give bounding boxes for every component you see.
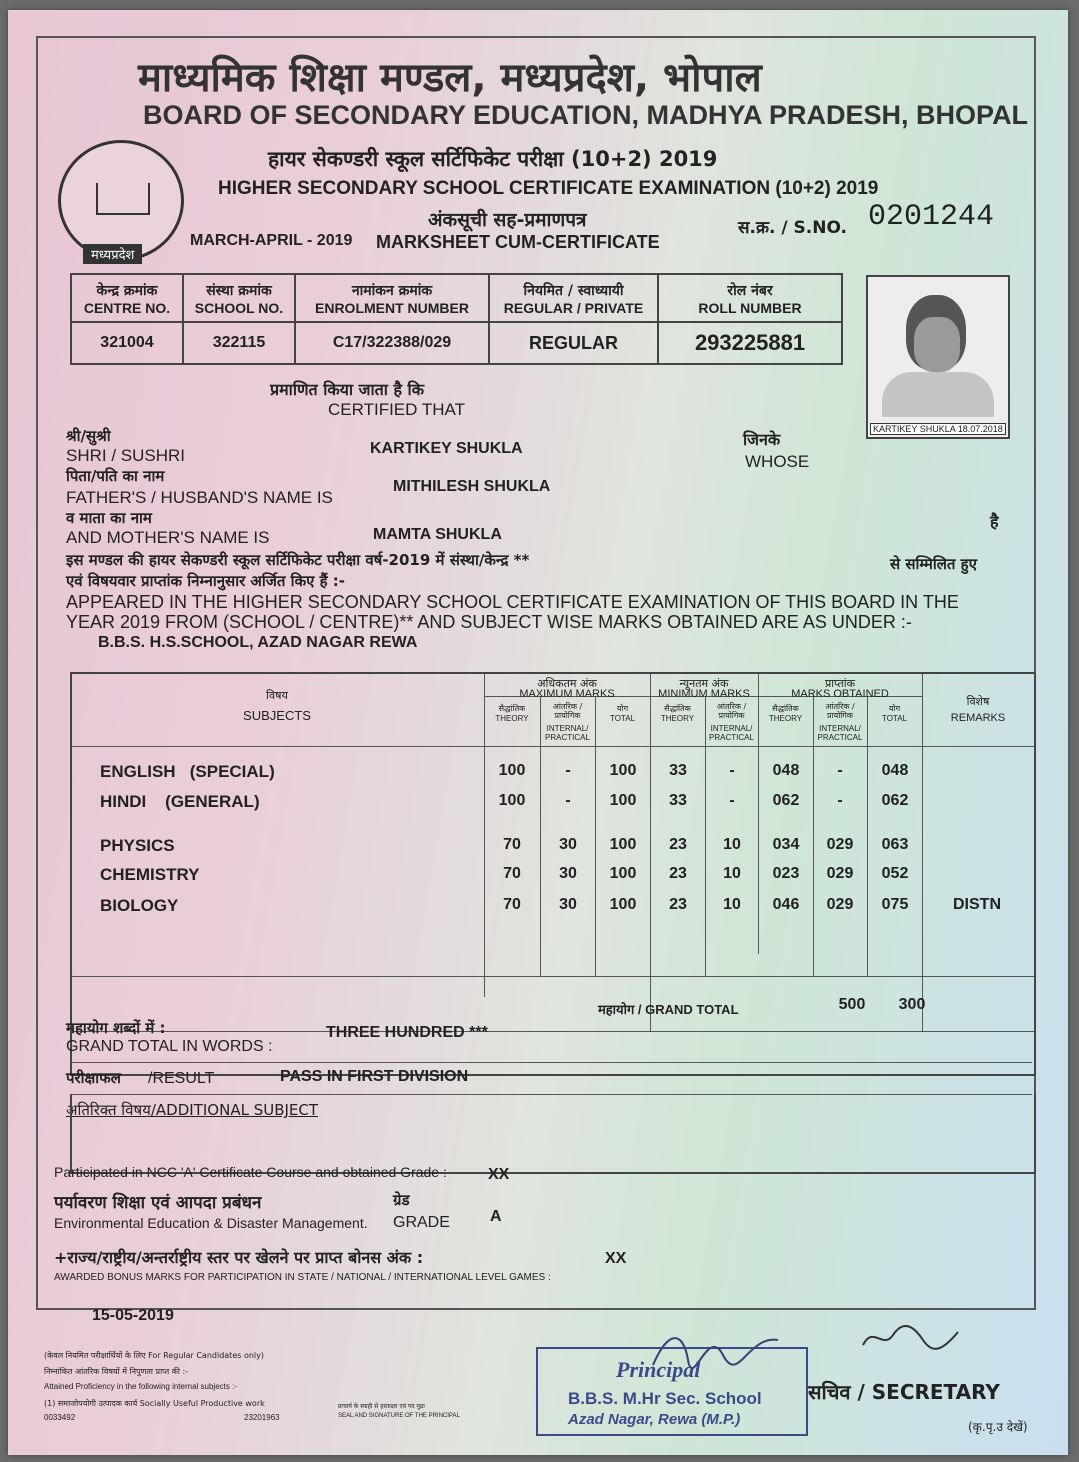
candidate-type: REGULAR [489,322,658,364]
enrolment-number: C17/322388/029 [295,322,489,364]
whose-en: WHOSE [745,452,810,471]
mark-min-th: 33 [669,762,687,779]
photo-caption: KARTIKEY SHUKLA 18.07.2018 [870,423,1006,435]
additional-subject-box [70,1094,1036,1174]
mark-min-in: - [729,762,735,779]
obt-header: MARKS OBTAINED [791,688,889,700]
appeared-en-2: YEAR 2019 FROM (SCHOOL / CENTRE)** AND SUBJECT WISE MARKS OBTAINED ARE AS UNDER :- [66,612,912,632]
obt-header-hi: प्राप्तांक [824,677,856,690]
mark-max-in: - [565,792,571,809]
sub-obt-theory: THEORY [768,714,803,723]
sub-min-theory-hi: सैद्धांतिक [664,704,691,713]
school-label-hi: संस्था क्रमांक [206,282,272,299]
grand-total-obtained: 300 [898,996,926,1013]
appeared-en-1: APPEARED IN THE HIGHER SECONDARY SCHOOL CERTIFICATE EXAMINATION OF THIS BOARD IN THE [66,592,959,612]
result-label-hi: परीक्षाफल [66,1069,121,1087]
additional-subject-label: अतिरिक्त विषय/ADDITIONAL SUBJECT [66,1101,319,1119]
marksheet [8,10,1068,1455]
sno-label: स.क्र. / S.NO. [738,218,847,238]
enrolment-label-hi: नामांकन क्रमांक [351,282,433,299]
mark-max-tot: 100 [609,865,637,882]
mark-min-th: 33 [669,792,687,809]
principal-sig-label: SEAL AND SIGNATURE OF THE PRINCIPAL [338,1413,460,1419]
min-header: MINIMUM MARKS [658,688,750,700]
roll-label: ROLL NUMBER [698,299,802,316]
bonus-value: XX [605,1250,627,1267]
appeared-hi-1: इस मण्डल की हायर सेकण्डरी स्कूल सर्टिफिकेट परीक्षा वर्ष-2019 में संस्था/केन्द्र ** [66,551,530,569]
mother-name: MAMTA SHUKLA [373,526,502,543]
mark-max-in: 30 [559,836,577,853]
subject-name: HINDI (GENERAL) [100,792,260,811]
serial-number: 0201244 [868,200,995,234]
sub-obt-internal-hi: आंतरिक / प्रायोगिक [825,702,855,720]
env-label-hi: पर्यावरण शिक्षा एवं आपदा प्रबंधन [54,1193,262,1213]
mark-max-th: 100 [498,762,526,779]
grade-label: GRADE [393,1214,450,1231]
mark-ob-tot: 052 [881,865,909,882]
sub-total-hi: योग [616,704,629,713]
session: MARCH-APRIL - 2019 [190,232,353,249]
sub-min-internal-hi: आंतरिक / प्रायोगिक [716,702,747,720]
doc-title-hindi: अंकसूची सह-प्रमाणपत्र [428,209,587,231]
board-title-hindi: माध्यमिक शिक्षा मण्डल, मध्यप्रदेश, भोपाल [138,55,762,101]
subjects-header-hi: विषय [266,689,288,702]
sub-obt-total-hi: योग [888,704,901,713]
mark-max-tot: 100 [609,792,637,809]
marks-table [70,672,1036,1076]
result-value: PASS IN FIRST DIVISION [280,1068,469,1085]
stamp-address: Azad Nagar, Rewa (M.P.) [568,1411,741,1428]
mark-min-in: - [729,792,735,809]
mark-ob-tot: 063 [881,836,909,853]
mark-min-th: 23 [669,896,687,913]
ncc-grade: XX [488,1166,510,1183]
mark-min-in: 10 [723,896,741,913]
footer-note-4: (1) समाजोपयोगी उत्पादक कार्य Socially Useful Productive work [44,1399,265,1408]
sub-min-theory: THEORY [660,714,695,723]
subject-name: CHEMISTRY [100,865,200,884]
mark-min-in: 10 [723,865,741,882]
type-label-hi: नियमित / स्वाध्यायी [523,282,624,299]
father-en: FATHER'S / HUSBAND'S NAME IS [66,488,333,507]
mark-ob-tot: 075 [881,896,909,913]
father-hi: पिता/पति का नाम [66,467,165,485]
mark-max-in: 30 [559,865,577,882]
env-label: Environmental Education & Disaster Management. [54,1215,368,1231]
mark-max-tot: 100 [609,836,637,853]
mark-min-in: 10 [723,836,741,853]
mark-ob-th: 034 [772,836,800,853]
id-table [70,273,843,365]
enrolment-label: ENROLMENT NUMBER [315,299,469,316]
sub-obt-internal: INTERNAL/ PRACTICAL [817,724,863,742]
mark-max-tot: 100 [609,762,637,779]
env-grade: A [490,1208,502,1225]
mark-ob-th: 062 [772,792,800,809]
candidate-photo [866,275,1010,439]
bonus-label: AWARDED BONUS MARKS FOR PARTICIPATION IN STATE / NATIONAL / INTERNATIONAL LEVEL GAMES : [54,1272,551,1283]
remarks-header-hi: विशेष [966,695,990,708]
mark-ob-th: 046 [772,896,800,913]
sub-internal-hi: आंतरिक / प्रायोगिक [552,702,583,720]
mark-max-th: 70 [503,865,521,882]
doc-title-english: MARKSHEET CUM-CERTIFICATE [376,232,660,252]
ncc-label: Participated in NCC 'A' Certificate Course and obtained Grade : [54,1164,447,1180]
appeared-hi-2: एवं विषयवार प्राप्तांक निम्नानुसार अर्जित किए हैं :- [66,572,346,590]
certified-hi: प्रमाणित किया जाता है कि [270,380,424,399]
mark-min-th: 23 [669,865,687,882]
mark-ob-in: 029 [826,896,854,913]
sub-min-internal: INTERNAL/ PRACTICAL [709,724,754,742]
max-header: MAXIMUM MARKS [519,688,615,700]
bonus-label-hi: +राज्य/राष्ट्रीय/अन्तर्राष्ट्रीय स्तर पर खेलने पर प्राप्त बोनस अंक : [54,1248,424,1267]
footer-note-1: (केवल नियमित परीक्षार्थियों के लिए For Regular Candidates only) [44,1351,264,1360]
max-header-hi: अधिकतम अंक [537,677,597,690]
school-number: 322115 [183,322,295,364]
grade-label-hi: ग्रेड [393,1191,410,1209]
mark-ob-in: 029 [826,865,854,882]
mark-max-in: 30 [559,896,577,913]
mark-ob-th: 023 [772,865,800,882]
exam-title-english: HIGHER SECONDARY SCHOOL CERTIFICATE EXAMINATION (10+2) 2019 [218,178,879,199]
stamp-principal: Principal [616,1357,701,1382]
sub-theory-hi: सैद्धांतिक [498,704,526,713]
board-title-english: BOARD OF SECONDARY EDUCATION, MADHYA PRADESH, BHOPAL [143,100,1029,130]
mark-max-th: 70 [503,836,521,853]
subject-remark: DISTN [953,896,1001,913]
subject-name: PHYSICS [100,836,175,855]
sub-obt-theory-hi: सैद्धांतिक [772,704,799,713]
mark-ob-tot: 048 [881,762,909,779]
sub-obt-total: TOTAL [881,714,908,723]
seal-label: मध्यप्रदेश [83,244,142,264]
roll-number: 293225881 [658,322,842,364]
sub-theory: THEORY [495,714,529,723]
shri-en: SHRI / SUSHRI [66,446,186,465]
mark-max-tot: 100 [609,896,637,913]
grand-total-words: THREE HUNDRED *** [326,1024,488,1041]
mark-max-th: 100 [498,792,526,809]
school-label: SCHOOL NO. [194,299,284,316]
principal-sig-label-hi: प्राचार्य के स्याही से हस्ताक्षर एवं पद मुद्रा [338,1403,425,1410]
sub-total: TOTAL [609,714,636,723]
stamp-school: B.B.S. M.Hr Sec. School [568,1389,762,1408]
father-name: MITHILESH SHUKLA [393,478,551,495]
hai-text: है [990,512,999,531]
mark-ob-in: - [837,762,843,779]
grand-total-max: 500 [838,996,866,1013]
secretary-label: सचिव / SECRETARY [808,1380,1000,1404]
words-label: GRAND TOTAL IN WORDS : [66,1038,273,1055]
centre-label-hi: केन्द्र क्रमांक [96,282,158,299]
subjects-header: SUBJECTS [243,708,311,723]
mother-hi: व माता का नाम [66,509,152,527]
grand-total-label: महायोग / GRAND TOTAL [598,1002,739,1017]
min-header-hi: न्यूनतम अंक [679,677,729,690]
mark-ob-in: - [837,792,843,809]
exam-title-hindi: हायर सेकण्डरी स्कूल सर्टिफिकेट परीक्षा (10+2) 2019 [268,147,718,171]
mark-ob-tot: 062 [881,792,909,809]
principal-signature [648,1320,788,1380]
appeared-hi-1b: से सम्मिलित हुए [890,555,977,573]
certified-en: CERTIFIED THAT [328,400,465,419]
footer-code-1: 0033492 [44,1413,76,1422]
mark-max-th: 70 [503,896,521,913]
secretary-signature [858,1320,968,1360]
mother-en: AND MOTHER'S NAME IS [66,528,270,547]
mark-ob-th: 048 [772,762,800,779]
footer-code-2: 23201963 [244,1413,280,1422]
type-label: REGULAR / PRIVATE [503,299,644,316]
footer-note-3: Attained Proficiency in the following internal subjects :- [44,1382,237,1391]
shri-hi: श्री/सुश्री [66,427,111,445]
mark-ob-in: 029 [826,836,854,853]
centre-label: CENTRE NO. [83,299,171,316]
result-label: /RESULT [148,1070,215,1087]
remarks-header: REMARKS [950,712,1006,724]
school-name: B.B.S. H.S.SCHOOL, AZAD NAGAR REWA [98,634,418,651]
pto-note: (कृ.पृ.उ देखें) [968,1420,1028,1434]
whose-hi: जिनके [743,430,781,449]
words-label-hi: महायोग शब्दों में : [66,1019,166,1037]
mark-min-th: 23 [669,836,687,853]
centre-number: 321004 [71,322,183,364]
candidate-name: KARTIKEY SHUKLA [370,440,523,457]
board-seal-icon [58,140,184,261]
footer-note-2: निम्नांकित आंतरिक विषयों में निपुणता प्राप्त की :- [44,1367,189,1376]
subject-name: BIOLOGY [100,896,179,915]
subject-name: ENGLISH (SPECIAL) [100,762,275,781]
mark-max-in: - [565,762,571,779]
sub-internal: INTERNAL/ PRACTICAL [545,724,590,742]
issue-date: 15-05-2019 [92,1307,174,1324]
roll-label-hi: रोल नंबर [727,282,773,299]
